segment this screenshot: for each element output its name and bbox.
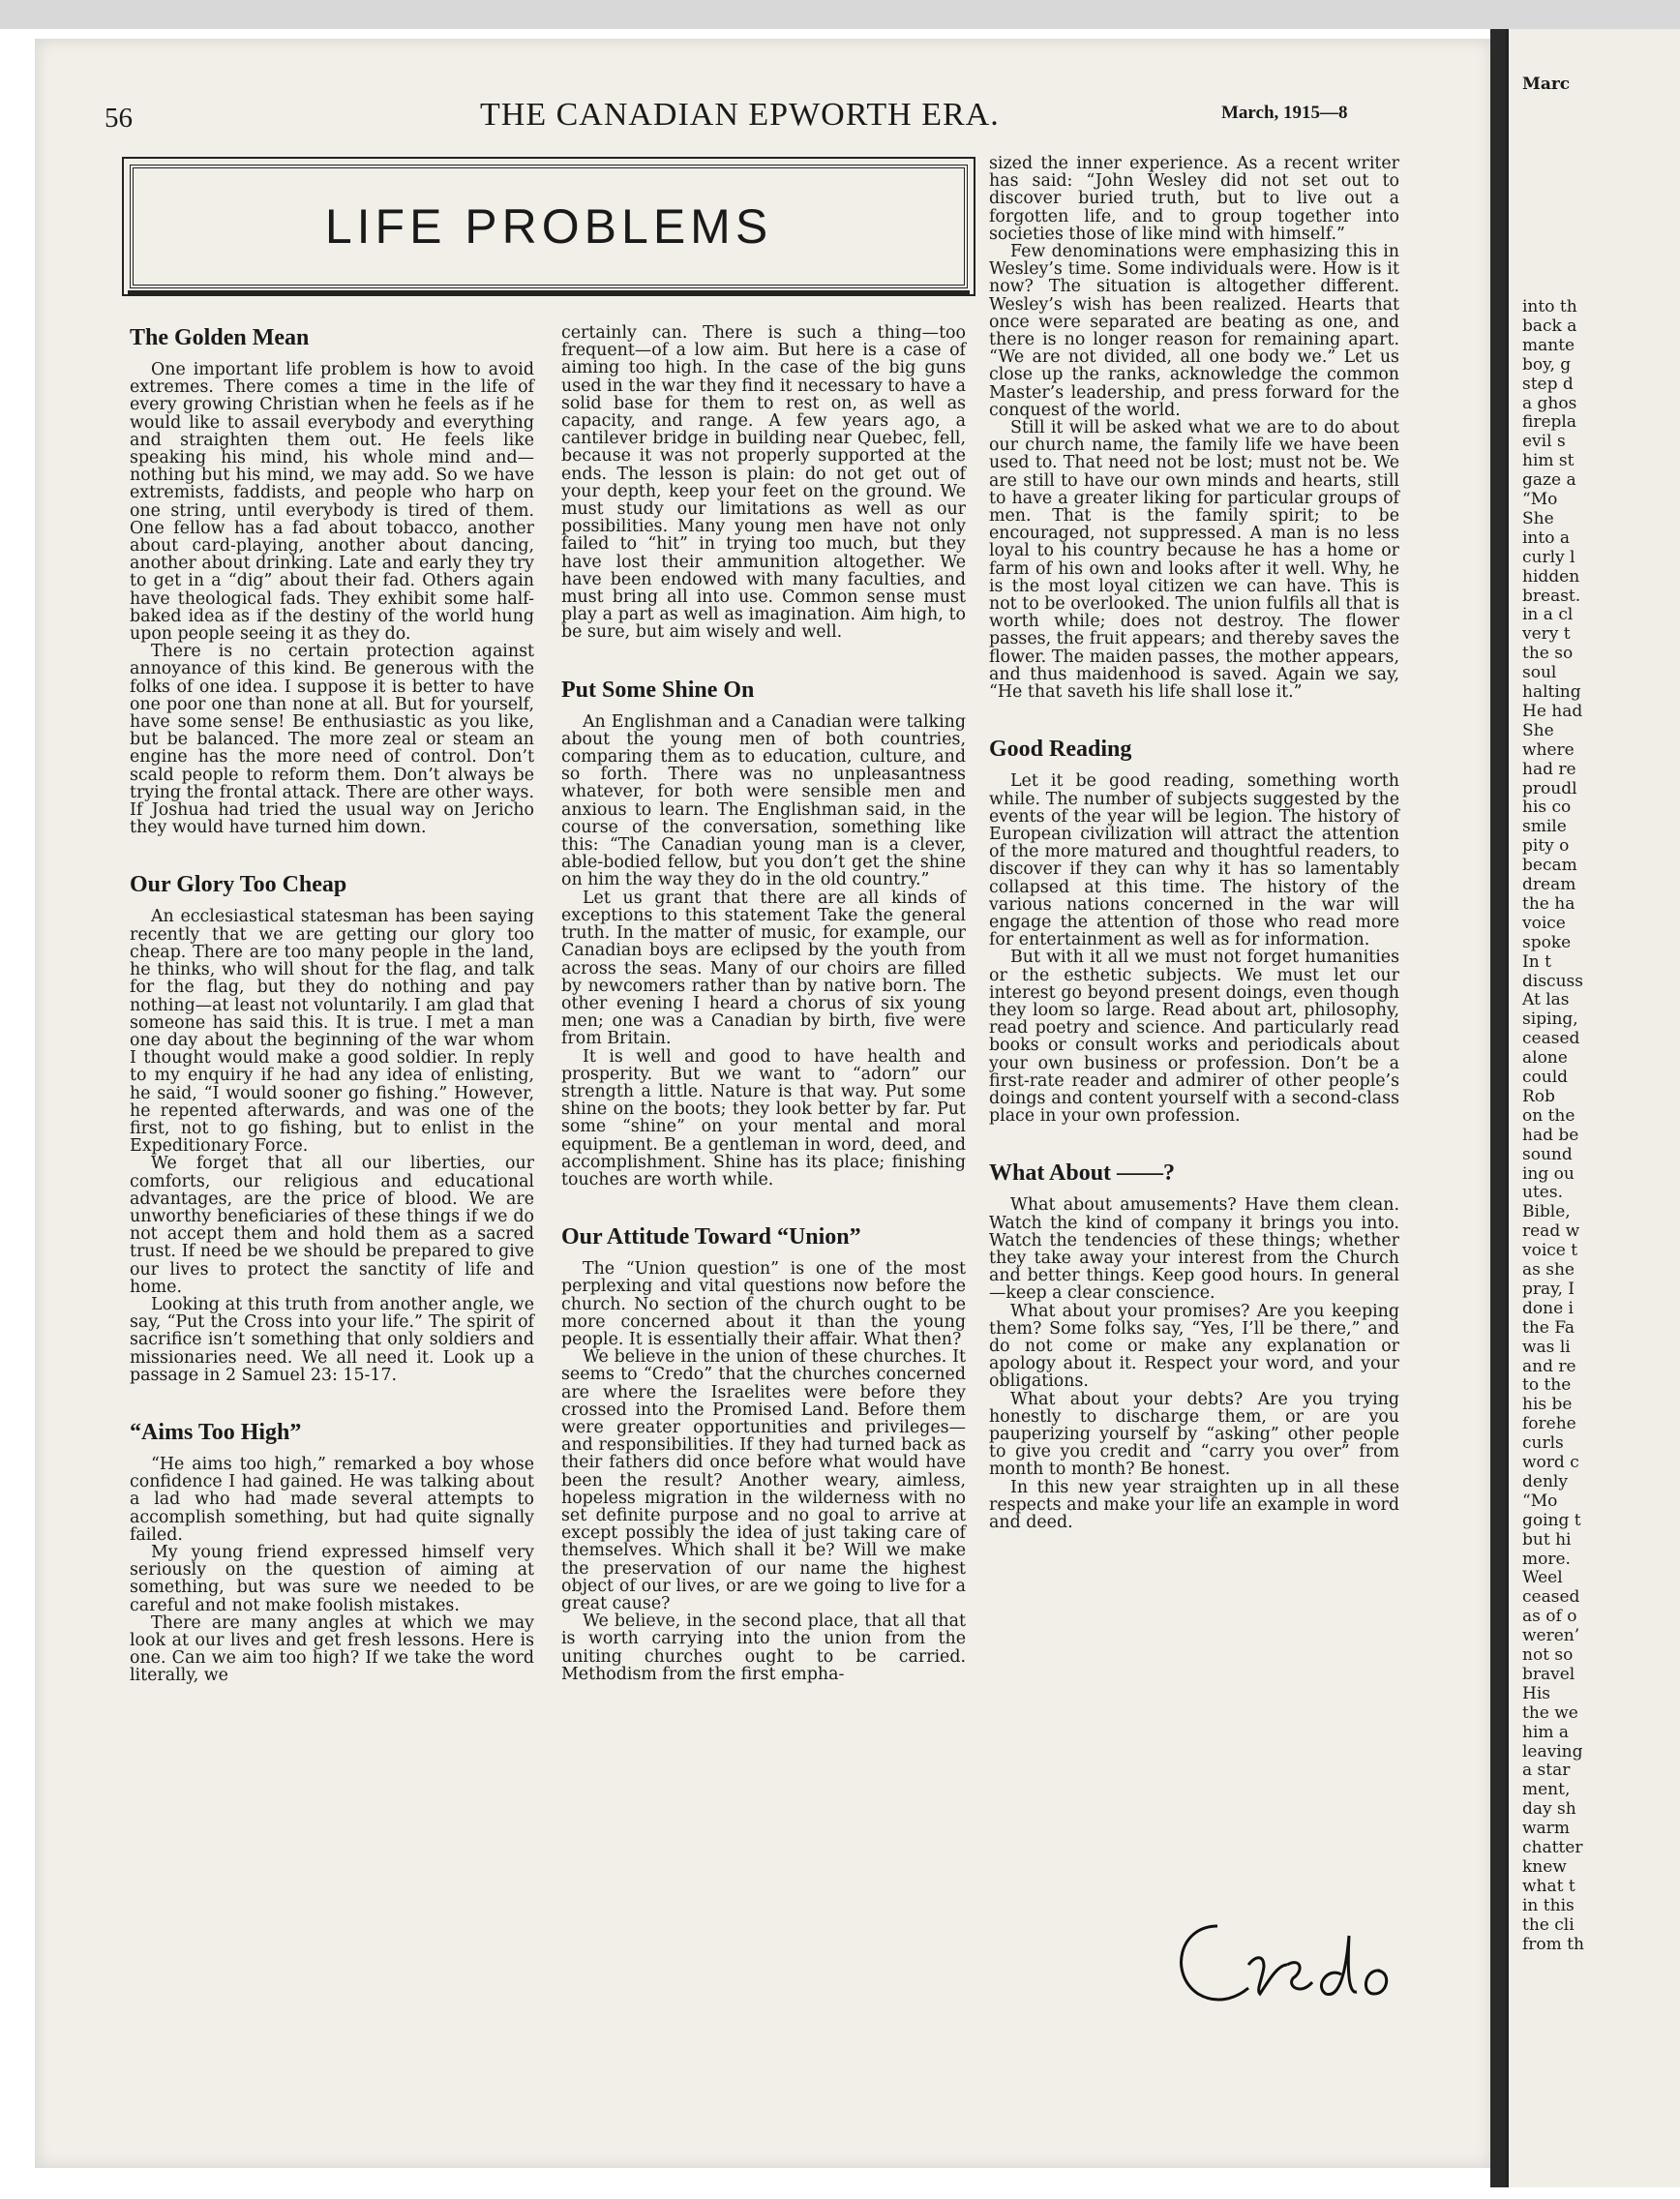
paragraph: Looking at this truth from another angle, we say, “Put the Cross into your life.” The spirit of sacrifice isn’t something that only soldiers and missionaries need. We all need it. Look up a passage in 2 Samuel 23: 15-17. [130,1294,534,1385]
next-page-text-line: gaze a [1522,470,1576,491]
next-page-text-line: He had [1522,701,1583,721]
next-page-text-line: very t [1522,624,1571,645]
next-page-text-line: his be [1522,1395,1573,1415]
paragraph: One important life problem is how to avoid extremes. There comes a time in the life of every growing Christian when he feels as if he would like to assail everybody and everything and straighten them out. He feels like speaking his mind, his whole mind and—nothing but his mind, we may add. So we have extremists, faddists, and people who harp on one string, until everybody is tired of them. One fellow has a fad about tobacco, another about card-playing, another about dancing, another about drinking. Late and early they try to get in a “dig” about their fad. Others again have theological fads. They exhibit some half-baked idea as if the destiny of the world hung upon people seeing it as they do. [130,360,534,645]
next-page-text-line: voice t [1522,1241,1578,1261]
next-page-text-line: curly l [1522,547,1575,567]
paragraph: What about amusements? Have them clean. Watch the kind of company it brings you into. Watch the tendencies of these things; whether they take away your interest from the Church and better things. Keep good hours. In general—keep a clear conscience. [989,1195,1399,1304]
next-page-text-line: him st [1522,451,1575,471]
paragraph: But with it all we must not forget humanities or the esthetic subjects. We must let our interest go beyond present doings, even though they loom so large. Read about art, philosophy, read poetry and science. And particularly read books or consult works and periodicals about your own business or profession. Don’t be a first-rate reader and admirer of other people’s doings and content yourself with a second-class place in your own profession. [989,948,1399,1127]
article-golden-mean [130,324,534,836]
next-page-text-line: halting [1522,682,1581,702]
paragraph: sized the inner experience. As a recent writer has said: “John Wesley did not set out to discover buried truth, but to live out a forgotten life, and to group together into societies those of like mind with himself.” [989,154,1399,244]
paragraph: In this new year straighten up in all these respects and make your life an example in word and deed. [989,1477,1399,1533]
next-page-text-line: utes. [1522,1183,1563,1203]
next-page-text-line: into a [1522,527,1570,548]
next-page-text-line: on the [1522,1105,1575,1126]
article-title: What About ——? [989,1160,1176,1187]
article-title: Our Glory Too Cheap [130,872,347,898]
paragraph: Let us grant that there are all kinds of exceptions to this statement Take the general truth. In the matter of music, for example, our Canadian boys are eclipsed by the youth from across the seas. Many of our choirs are filled by newcomers rather than by native born. The other evening I heard a chorus of six young men; one was a Canadian by birth, five were from Britain. [561,888,966,1049]
next-page-text-line: weren’ [1522,1626,1580,1646]
next-page-text-line: a ghos [1522,393,1577,413]
next-page-text-line: the we [1522,1702,1578,1723]
next-page-text-line: and re [1522,1356,1576,1376]
section-banner [130,165,968,288]
column-3 [989,155,1399,1566]
banner-title: LIFE PROBLEMS [324,199,773,254]
next-page-text-line: as she [1522,1260,1575,1280]
page-gutter [1490,29,1506,2187]
scan-border-top [0,0,1680,29]
next-page-text-line: him a [1522,1722,1570,1742]
article-title: “Aims Too High” [130,1419,302,1445]
paragraph: “He aims too high,” remarked a boy whose confidence I had gained. He was talking about a lad who had made several attempts to accomplish something, but had quite signally failed. [130,1454,534,1545]
next-page-text-line: from th [1522,1934,1584,1954]
next-page-text-line: day sh [1522,1799,1576,1820]
paragraph: We believe in the union of these churches. It seems to “Credo” that the churches concerned are where the Israelites were before they crossed into the Promised Land. Before them were greater opportunities and privileges—and responsibilities. If they had turned back as their fathers did once before what would have been the result? Another weary, aimless, hopeless migration in the wilderness with no set definite purpose and no goal to arrive at except possibly the idea of just taking care of themselves. Which shall it be? Will we make the preservation of our name the highest object of our lives, or are we going to live for a great cause? [561,1347,966,1613]
next-page-text-line: ment, [1522,1780,1571,1800]
next-page-text-line: Weel [1522,1568,1563,1588]
article-aims-too-high [130,1419,534,1685]
next-page-text-line: She [1522,720,1554,740]
next-page-text-line: forehe [1522,1414,1576,1434]
next-page-text-line: a star [1522,1761,1571,1781]
next-page-text-line: alone [1522,1048,1568,1069]
next-page-text-line: more. [1522,1549,1571,1569]
next-page-text-line: “Mo [1522,490,1558,509]
next-page-header-fragment: Marc [1522,75,1571,94]
article-glory-too-cheap [130,871,534,1383]
next-page-text-line: hidden [1522,566,1580,587]
next-page-text-line: voice [1522,913,1566,933]
article-title: Our Attitude Toward “Union” [561,1224,861,1250]
column-1 [130,324,534,1720]
paragraph: My young friend expressed himself very seriously on the question of aiming at something, but was sure we needed to be careful and not make foolish mistakes. [130,1542,534,1615]
next-page-text-line: evil s [1522,432,1566,452]
article-good-reading [989,736,1399,1125]
paragraph: It is well and good to have health and prosperity. But we want to “adorn” our strength a little. Nature is that way. Put some shine on the boots; they look better by far. Put some “shine” on your mental and moral equipment. Be a gentleman in word, deed, and accomplishment. Shine has its place; finishing touches are worth while. [561,1046,966,1190]
article-title: The Golden Mean [130,325,310,350]
next-page-text-line: denly [1522,1471,1568,1491]
paragraph: Few denominations were emphasizing this in Wesley’s time. Some individuals were. How is it now? The situation is altogether different. Wesley’s wish has been realized. Hearts that once were separated are beating as one, and there is no longer reason for remaining apart. “We are not divided, all one body we.” Let us close up the ranks, acknowledge the common Master’s leadership, and press forward for the conquest of the world. [989,242,1399,420]
next-page-text-line: spoke [1522,932,1572,952]
next-page-text-line: ceased [1522,1029,1580,1049]
next-page-text-line: dream [1522,875,1576,894]
next-page-text-line: step d [1522,374,1574,394]
next-page-text-line: read w [1522,1221,1580,1242]
paragraph: We believe, in the second place, that all that is worth carrying into the union from the uniting churches ought to be carried. Methodism from the first empha- [561,1612,966,1684]
next-page-text-line: firepla [1522,412,1576,433]
paragraph: What about your debts? Are you trying honestly to discharge them, or are you pauperizing yourself by “asking” other people to give you credit and “carry you over” from month to month? Be honest. [989,1389,1399,1480]
next-page-text-line: ing ou [1522,1163,1575,1184]
next-page-text-line: chatter [1522,1838,1583,1857]
next-page-text-line: in this [1522,1895,1575,1915]
banner-rule [128,290,970,294]
next-page-text-line: the ha [1522,893,1575,914]
article-aims-too-high-continued [561,324,966,642]
next-page-text-line: discuss [1522,971,1583,991]
next-page-text-line: as of o [1522,1607,1577,1627]
next-page-text-line: in a cl [1522,605,1574,625]
next-page-text-line: pray, I [1522,1279,1575,1299]
article-put-some-shine-on [561,677,966,1189]
next-page-text-line: his co [1522,798,1572,818]
next-page-text-line: proudl [1522,778,1577,798]
next-page-text-line: His [1522,1683,1550,1703]
page-number: 56 [105,103,133,134]
next-page-text-line: breast. [1522,586,1581,606]
paragraph: An ecclesiastical statesman has been saying recently that we are getting our glory too cheap. There are too many people in the land, he thinks, who will shout for the flag, and talk for the flag, but they do nothing and pay nothing—at least not voluntarily. I am glad that someone has said this. It is true. I met a man one day about the beginning of the war whom I thought would make a good soldier. In reply to my enquiry if he had any idea of enlisting, he said, “I would sooner go fishing.” However, he repented afterwards, and was one of the first, not to go fishing, but to enlist in the Expeditionary Force. [130,907,534,1157]
next-page-text-line: becam [1522,856,1577,876]
paragraph: What about your promises? Are you keeping them? Some folks say, “Yes, I’ll be there,” and do not come or make any explanation or apology about it. Respect your word, and your obligations. [989,1301,1399,1392]
next-page-text-line: knew [1522,1856,1567,1877]
paragraph: Let it be good reading, something worth while. The number of subjects suggested by the events of the year will be legion. The history of European civilization will attract the attention of the more matured and thoughtful readers, to discover if they can why it has so lamentably collapsed at this time. The history of the various nations concerned in the war will engage the attention of those who read more for entertainment as well as for information. [989,771,1399,950]
next-page-text-line: mante [1522,335,1575,355]
article-union-continued [989,155,1399,701]
next-page-text-line: sound [1522,1144,1573,1164]
column-2 [561,324,966,1718]
article-title: Good Reading [989,737,1132,763]
next-page-text-line: Bible, [1522,1202,1571,1222]
next-page-text-line: In t [1522,951,1551,972]
next-page-text-line: the cli [1522,1914,1575,1935]
article-what-about [989,1160,1399,1531]
paragraph: An Englishman and a Canadian were talking about the young men of both countries, comparing them as to education, culture, and so forth. There was no unpleasantness whatever, for both were sensible men and anxious to learn. The Englishman said, in the course of the conversation, something like this: “The Canadian young man is a clever, able-bodied fellow, but you don’t get the shine on him the way they do in the old country.” [561,711,966,890]
next-page-text-line: where [1522,739,1575,760]
paragraph: There are many angles at which we may look at our lives and get fresh lessons. Here is one. Can we aim too high? If we take the word literally, we [130,1612,534,1686]
next-page-text-line: ceased [1522,1587,1580,1608]
paragraph: Still it will be asked what we are to do about our church name, the family life we have been used to. That need not be lost; must not be. We are still to have our own minds and hearts, still to have a greater liking for particular groups of men. That is the family spirit; to be encouraged, not suppressed. A man is no less loyal to his country because he has a home or farm of his own and looks after it well. Why, he is the most loyal citizen we can have. This is not to be overlooked. The union fulfils all that is worth while; does not destroy. The flower passes, the fruit appears; and thereby saves the flower. The maiden passes, the mother appears, and thus maidenhood is saved. Again we say, “He that saveth his life shall lose it.” [989,418,1399,703]
next-page-text-line: soul [1522,663,1557,683]
next-page-text-line: back a [1522,316,1577,336]
next-page-text-line: into th [1522,297,1577,316]
next-page-text-line: but hi [1522,1529,1572,1550]
next-page-text-line: bravel [1522,1664,1575,1684]
next-page-text-line: leaving [1522,1741,1583,1762]
next-page-text-line: the so [1522,644,1574,664]
next-page-text-line: not so [1522,1645,1574,1665]
next-page-text-line: Rob [1522,1086,1555,1106]
credo-signature [1159,1897,1411,2023]
next-page-text-line: the Fa [1522,1317,1575,1338]
next-page-text-line: “Mo [1522,1491,1558,1511]
paragraph: certainly can. There is such a thing—too frequent—of a low aim. But here is a case of aiming too high. In the case of the big guns used in the war they find it necessary to have a solid base for them to rest on, as well as capacity, and range. A few years ago, a cantilever bridge in building near Quebec, fell, because it was not properly supported at the ends. The lesson is plain: do not get out of your depth, keep your feet on the ground. We must study our limitations as well as our possibilities. Many young men have not only failed to “hit” in trying too much, but they have lost their ammunition altogether. We have been endowed with many faculties, and must bring all into use. Common sense must play a part as well as imagination. Aim high, to be sure, but aim wisely and well. [561,323,966,643]
article-attitude-toward-union [561,1223,966,1683]
next-page-text-line: what t [1522,1876,1575,1896]
next-page-text-line: word c [1522,1453,1579,1472]
next-page-text-line: pity o [1522,836,1570,857]
paragraph: The “Union question” is one of the most perplexing and vital questions now before the church. No section of the church ought to be more concerned about it than the young people. It is essentially their affair. What then? [561,1259,966,1349]
next-page-text-line: to the [1522,1375,1572,1396]
next-page-text-line: curls [1522,1433,1564,1454]
next-page-text-line: done i [1522,1298,1574,1318]
next-page-text-line: boy, g [1522,354,1572,375]
next-page-text-line: going t [1522,1510,1581,1530]
paragraph: There is no certain protection against annoyance of this kind. Be generous with the folks of one idea. I suppose it is better to have one poor one than none at all. But for yourself, have some sense! Be enthusiastic as you like, but be balanced. The more zeal or steam an engine has the more need of control. Don’t scald people to reform them. Don’t always be trying the frontal attack. There are other ways. If Joshua had tried the usual way on Jericho they would have turned him down. [130,642,534,838]
next-page-text-line: was li [1522,1337,1571,1357]
next-page-text-line: smile [1522,817,1567,837]
next-page-text-line: At las [1522,990,1570,1010]
next-page-text-line: had re [1522,759,1576,779]
paragraph: We forget that all our liberties, our comforts, our religious and educational advantages, are the price of blood. We are unworthy beneficiaries of these things if we do not accept them and hold them as a sacred trust. If need be we should be prepared to give our lives to protect the sanctity of life and home. [130,1154,534,1297]
next-page-text-line: had be [1522,1125,1579,1145]
next-page-text-line: She [1522,508,1554,528]
next-page-text-line: warm [1522,1819,1570,1839]
article-title: Put Some Shine On [561,677,755,703]
next-page-fragment [1506,29,1680,2187]
next-page-text-line: could [1522,1068,1569,1087]
next-page-text-line: siping, [1522,1009,1578,1030]
publication-title: THE CANADIAN EPWORTH ERA. [480,97,1000,133]
issue-date: March, 1915—8 [1221,103,1348,123]
